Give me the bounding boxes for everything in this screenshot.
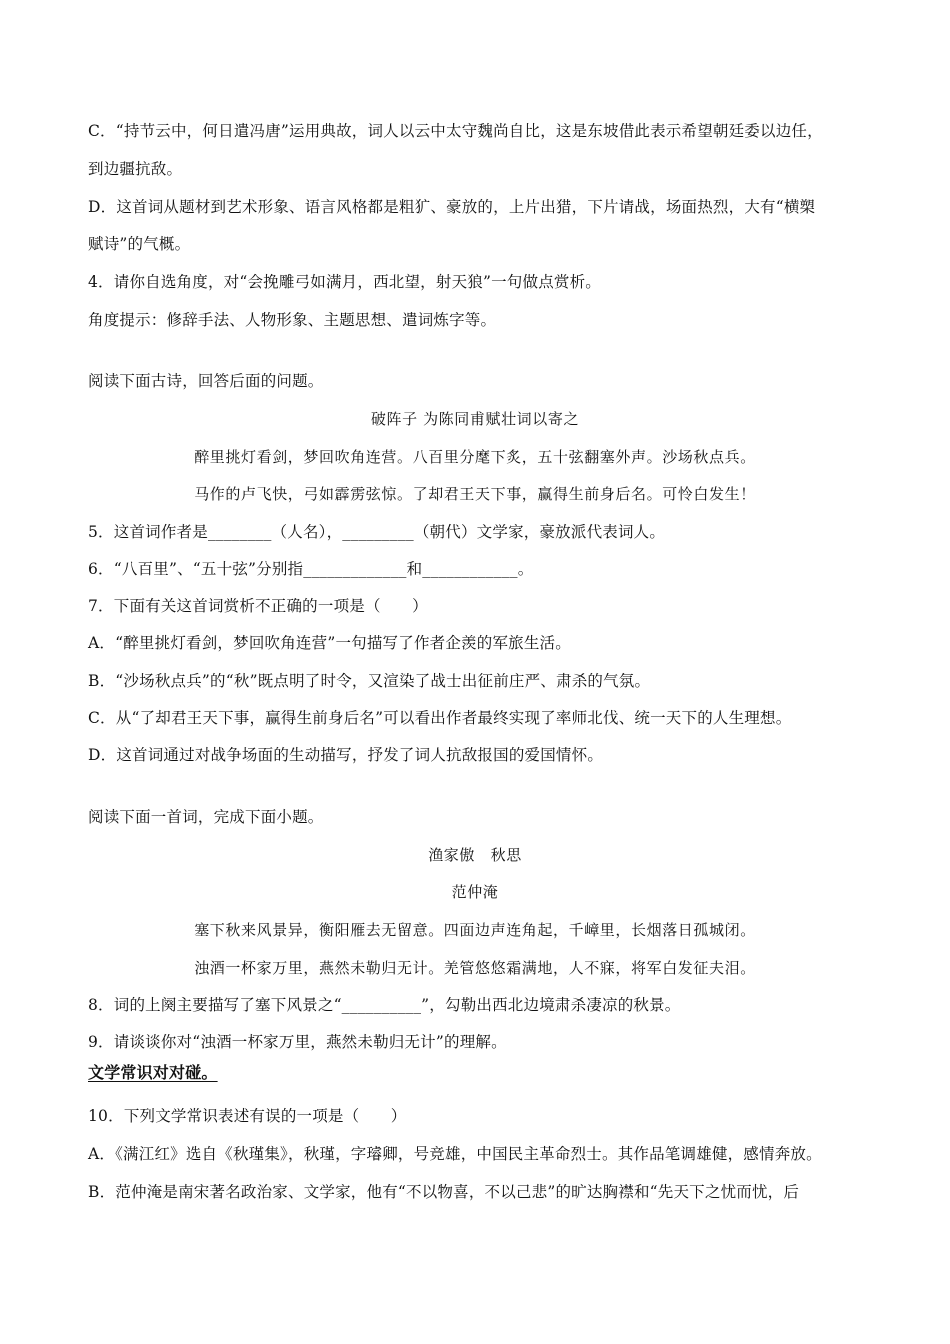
option-a-q7: A．“醉里挑灯看剑，梦回吹角连营”一句描写了作者企羡的军旅生活。 [88,634,571,652]
option-a-q10: A．《满江红》选自《秋瑾集》，秋瑾，字璿卿，号竞雄，中国民主革命烈士。其作品笔调雄健，感情奔放。 [88,1145,822,1163]
question-4-hint: 角度提示：修辞手法、人物形象、主题思想、遣词炼字等。 [88,311,497,329]
poem-2-author: 范仲淹 [451,883,499,901]
section-title: 文学常识对对碰。 [88,1063,218,1082]
question-7: 7．下面有关这首词赏析不正确的一项是（ ） [88,597,428,615]
question-6: 6．“八百里”、“五十弦”分别指_____________和____________。 [88,560,534,578]
poem-1-line-1: 醉里挑灯看剑，梦回吹角连营。八百里分麾下炙，五十弦翻塞外声。沙场秋点兵。 [194,448,756,466]
question-4: 4．请你自选角度，对“会挽雕弓如满月，西北望，射天狼”一句做点赏析。 [88,273,602,291]
option-d-q7: D．这首词通过对战争场面的生动描写，抒发了词人抗敌报国的爱国情怀。 [88,746,604,764]
option-c-q7: C．从“了却君王天下事，赢得生前身后名”可以看出作者最终实现了率师北伐、统一天下的人生理想。 [88,709,792,727]
question-5: 5．这首词作者是________（人名），_________（朝代）文学家，豪放派代表词人。 [88,523,666,541]
question-8: 8．词的上阕主要描写了塞下风景之“__________”，勾勒出西北边境肃杀凄凉的秋景。 [88,996,681,1014]
option-b-q10: B．范仲淹是南宋著名政治家、文学家，他有“不以物喜，不以己悲”的旷达胸襟和“先天下之忧而忧，后 [88,1183,800,1201]
question-9: 9．请谈谈你对“浊酒一杯家万里，燕然未勒归无计”的理解。 [88,1033,507,1051]
reading-intro-1: 阅读下面古诗，回答后面的问题。 [88,372,324,390]
poem-2-line-1: 塞下秋来风景异，衡阳雁去无留意。四面边声连角起，千嶂里，长烟落日孤城闭。 [194,921,756,939]
poem-2-title: 渔家傲 秋思 [428,846,522,864]
poem-1-title: 破阵子 为陈同甫赋壮词以寄之 [370,410,580,428]
poem-1-line-2: 马作的卢飞快，弓如霹雳弦惊。了却君王天下事，赢得生前身后名。可怜白发生！ [194,485,756,503]
option-d-q3-cont: 赋诗”的气概。 [88,235,191,253]
reading-intro-2: 阅读下面一首词，完成下面小题。 [88,808,324,826]
poem-2-line-2: 浊酒一杯家万里，燕然未勒归无计。羌管悠悠霜满地，人不寐，将军白发征夫泪。 [194,959,756,977]
option-b-q7: B．“沙场秋点兵”的“秋”既点明了时令，又渲染了战士出征前庄严、肃杀的气氛。 [88,672,651,690]
option-d-q3: D．这首词从题材到艺术形象、语言风格都是粗犷、豪放的，上片出猎，下片请战，场面热烈，大有“横槊 [88,198,816,216]
option-c-q3-cont: 到边疆抗敌。 [88,160,183,178]
question-10: 10．下列文学常识表述有误的一项是（ ） [88,1107,407,1125]
option-c-q3: C．“持节云中，何日遣冯唐”运用典故，词人以云中太守魏尚自比，这是东坡借此表示希望朝廷委以边任， [88,122,823,140]
